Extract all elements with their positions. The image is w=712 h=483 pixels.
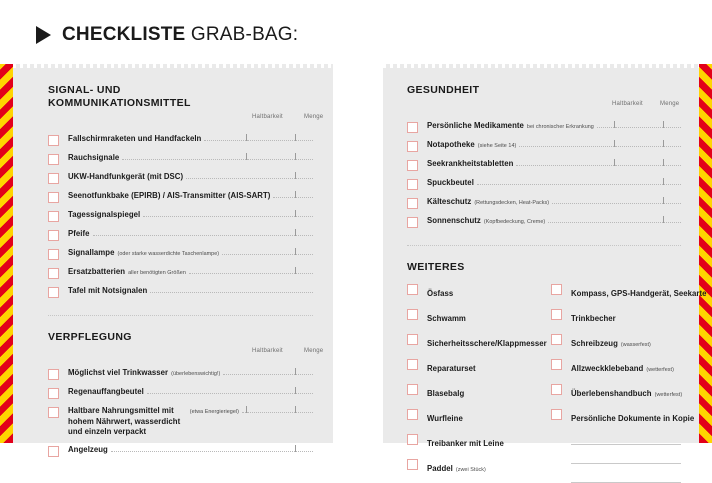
leader-dots: [186, 172, 295, 179]
checkbox[interactable]: [48, 211, 59, 222]
checklist-row: [407, 358, 537, 376]
checklist-item-label: Regenauffangbeutel: [68, 387, 144, 396]
leader-dots: [93, 229, 295, 236]
blank-write-in-line[interactable]: [571, 452, 681, 464]
checklist-row: [407, 383, 537, 401]
checklist-item-text: [427, 358, 476, 376]
checklist-row-body: [427, 178, 681, 187]
checklist-item-note: bei chronischer Erkrankung: [526, 124, 594, 130]
page-title: [62, 24, 298, 46]
checklist-row: [551, 283, 707, 301]
leader-segment: [615, 121, 663, 128]
checklist-item-label: Reparaturset: [427, 364, 476, 373]
checklist-row-line: [427, 159, 681, 168]
checklist-item-label: Treibanker mit Leine: [427, 439, 504, 448]
leader-dots: [273, 191, 295, 198]
checklist-item-text: [571, 308, 616, 326]
triangle-right-icon: [36, 26, 51, 44]
section-title: [48, 331, 313, 344]
checklist-item-note: (Kopfbedeckung, Creme): [483, 219, 546, 225]
leader-segment: [247, 406, 295, 413]
leader-dots: [111, 445, 295, 452]
checklist-item-label: Sicherheitsschere/Klappmesser: [427, 339, 547, 348]
checklist-item-label: Rauchsignale: [68, 153, 120, 162]
column-header-menge: Menge: [304, 114, 324, 120]
checklist-row: [48, 445, 313, 457]
leader-segment-end: [296, 445, 313, 452]
checklist-row-line: [68, 191, 313, 200]
leader-segment-end: [296, 153, 313, 160]
checklist-row-line: [68, 153, 313, 162]
leader-segment-end: [664, 197, 681, 204]
column-header-haltbarkeit: Haltbarkeit: [252, 114, 283, 120]
leader-segment-end: [296, 172, 313, 179]
checklist-item-note: aller benötigten Größen: [128, 270, 186, 276]
checklist-item-note: (zwei Stück): [455, 467, 486, 473]
checklist-item-note: (etwa Energieriegel): [189, 409, 239, 415]
checkbox[interactable]: [48, 249, 59, 260]
leader-segment-end: [296, 267, 313, 274]
hazard-stripe-right: [699, 64, 712, 443]
column-headers: [407, 101, 681, 114]
checkbox[interactable]: [407, 409, 418, 420]
checklist-row: [551, 383, 681, 401]
checkbox[interactable]: [407, 459, 418, 470]
checklist-row-body: [427, 197, 681, 206]
column-header-menge: Menge: [660, 101, 680, 107]
section-title-line: VERPFLEGUNG: [48, 331, 132, 343]
checklist-item-note: (wetterfest): [646, 367, 674, 373]
page-title-light: GRAB-BAG:: [190, 24, 299, 45]
checkbox[interactable]: [407, 359, 418, 370]
checklist-row-line: [68, 134, 313, 143]
checklist-item-label: UKW-Handfunkgerät (mit DSC): [68, 172, 184, 181]
section-title: [48, 84, 313, 110]
checklist-row-body: [427, 121, 681, 130]
checklist-row: [551, 358, 681, 376]
checklist-row: [48, 134, 313, 146]
leader-segment: [247, 134, 295, 141]
leader-segment-end: [296, 229, 313, 236]
checklist-item-text: [427, 283, 453, 301]
checklist-row: [48, 387, 313, 399]
checklist-row: [48, 210, 313, 222]
checklist-row-body: [68, 368, 313, 377]
section-divider: [407, 245, 681, 246]
section-divider: [48, 315, 313, 316]
checklist-item-label: Persönliche Medikamente: [427, 121, 524, 130]
checklist-item-label: Tagessignalspiegel: [68, 210, 141, 219]
leader-dots: [189, 267, 295, 274]
page-header: [36, 24, 298, 46]
checklist-item-label: Blasebalg: [427, 389, 465, 398]
leader-segment-end: [296, 248, 313, 255]
checklist-item-text: [571, 333, 651, 351]
checklist-item-label: Überlebenshandbuch: [571, 389, 652, 398]
checklist-item-note: (wasserfest): [620, 342, 651, 348]
leader-dots: [204, 134, 246, 141]
leader-dots: [150, 286, 313, 293]
checklist-item-label: Möglichst viel Trinkwasser: [68, 368, 169, 377]
section-title-line: SIGNAL- UND: [48, 84, 121, 96]
checklist-item-note: (wetterfest): [654, 392, 683, 398]
checklist-row: [407, 178, 681, 190]
checkbox[interactable]: [551, 334, 562, 345]
leader-dots: [122, 153, 246, 160]
checklist-row-line: [427, 140, 681, 149]
checkbox[interactable]: [48, 173, 59, 184]
leader-segment: [247, 153, 295, 160]
checklist-item-label: Seekrankheitstabletten: [427, 159, 514, 168]
checklist-row: [407, 408, 537, 426]
checklist-item-note: (siehe Seite 14): [477, 143, 517, 149]
checklist-row: [48, 172, 313, 184]
weiteres-column-b: [551, 276, 707, 483]
checkbox[interactable]: [48, 192, 59, 203]
checklist-row-line: [68, 445, 313, 454]
checklist-row: [48, 368, 313, 380]
column-header-menge: Menge: [304, 348, 324, 354]
checkbox[interactable]: [407, 198, 418, 209]
checklist-row-line: [68, 210, 313, 219]
checklist-item-label: Ösfass: [427, 289, 454, 298]
checklist-item-text: [571, 283, 707, 301]
checkbox[interactable]: [407, 217, 418, 228]
leader-dots: [477, 178, 663, 185]
checklist-item-text: [427, 333, 547, 351]
checklist-item-label: Haltbare Nahrungsmittel mit hohem Nährwert, wasserdicht und einzeln verpackt: [68, 406, 181, 436]
checkbox[interactable]: [551, 409, 562, 420]
leader-dots: [552, 197, 663, 204]
column-headers: [48, 114, 324, 127]
checklist-row-line: [427, 197, 681, 206]
checklist-item-note: (oder starke wasserdichte Taschenlampe): [117, 251, 220, 257]
checklist-row: [48, 267, 313, 279]
checklist-item-label: Tafel mit Notsignalen: [68, 286, 148, 295]
checkbox[interactable]: [48, 268, 59, 279]
checklist-row: [551, 408, 695, 426]
checkbox[interactable]: [551, 384, 562, 395]
checklist-item-label: Kälteschutz: [427, 197, 472, 206]
checklist-row-body: [68, 248, 313, 257]
leader-segment: [615, 159, 663, 166]
weiteres-column-a: [407, 276, 547, 483]
checklist-row: [407, 333, 547, 351]
blank-write-in-line[interactable]: [571, 433, 681, 445]
checkbox[interactable]: [48, 388, 59, 399]
checklist-item-text: [427, 408, 463, 426]
checklist-row: [407, 197, 681, 209]
checklist-row: [551, 333, 681, 351]
checklist-row-body: [427, 159, 681, 168]
leader-dots: [597, 121, 614, 128]
checkbox[interactable]: [407, 141, 418, 152]
checklist-item-label: Ersatzbatterien: [68, 267, 126, 276]
checklist-row: [48, 153, 313, 165]
leader-segment-end: [296, 387, 313, 394]
perforation-edge-left: [13, 64, 333, 68]
column-header-haltbarkeit: Haltbarkeit: [612, 101, 643, 107]
checklist-row-body: [427, 140, 681, 149]
checklist-row: [48, 248, 313, 260]
checklist-row-body: [68, 286, 313, 295]
checklist-item-label: Notapotheke: [427, 140, 475, 149]
checkbox[interactable]: [407, 384, 418, 395]
checklist-row-line: [68, 387, 313, 396]
checklist-row: [48, 191, 313, 203]
checklist-row-line: [427, 216, 681, 225]
leader-segment: [615, 140, 663, 147]
checklist-item-label: Persönliche Dokumente in Kopie: [571, 414, 695, 423]
checklist-item-label: Angelzeug: [68, 444, 108, 454]
leader-segment-end: [296, 406, 313, 413]
checklist-row-line: [68, 229, 313, 238]
checkbox[interactable]: [48, 369, 59, 380]
checklist-item-label: Fallschirmraketen und Handfackeln: [68, 134, 202, 143]
checklist-row-body: [68, 172, 313, 181]
checklist-row-body: [68, 445, 313, 454]
checklist-item-label: Schwamm: [427, 314, 466, 323]
section-title: [407, 84, 681, 97]
section-title-line: GESUNDHEIT: [407, 84, 480, 96]
checklist-row: [407, 159, 681, 171]
checklist-item-note: (überlebenswichtig!): [171, 371, 221, 377]
checkbox[interactable]: [551, 359, 562, 370]
leader-segment-end: [296, 210, 313, 217]
checkbox[interactable]: [407, 179, 418, 190]
checklist-row: [407, 458, 537, 476]
column-headers: [48, 348, 324, 361]
hazard-stripe-left: [0, 64, 13, 443]
checklist-item-text: [427, 383, 464, 401]
checklist-row: [551, 308, 681, 326]
checklist-row-body: [427, 216, 681, 225]
leader-segment-end: [664, 178, 681, 185]
leader-dots: [223, 368, 295, 375]
leader-dots: [548, 216, 663, 223]
checkbox[interactable]: [407, 434, 418, 445]
checklist-panel-right: [383, 64, 707, 473]
checklist-row: [407, 433, 537, 451]
leader-dots: [147, 387, 295, 394]
checklist-row: [407, 308, 537, 326]
checklist-row: [407, 216, 681, 228]
checklist-row: [407, 140, 681, 152]
leader-dots: [519, 140, 614, 147]
page-title-strong: CHECKLISTE: [62, 24, 186, 45]
checklist-row: [48, 229, 313, 241]
checklist-item-text: [571, 358, 674, 376]
checklist-row-line: [68, 368, 313, 377]
checklist-row-body: [68, 210, 313, 219]
leader-dots: [516, 159, 614, 166]
checklist-item-label: Schreibzeug: [571, 339, 618, 348]
leader-dots: [222, 248, 295, 255]
checklist-row: [48, 286, 313, 298]
leader-segment-end: [296, 368, 313, 375]
checklist-row-line: [68, 267, 313, 276]
leader-segment-end: [664, 216, 681, 223]
checklist-row-body: [68, 191, 313, 200]
checklist-row-body: [68, 387, 313, 396]
section-title: WEITERES: [407, 261, 465, 273]
checkbox[interactable]: [48, 446, 59, 457]
checkbox[interactable]: [551, 309, 562, 320]
leader-segment-end: [664, 140, 681, 147]
checklist-row-body: [68, 267, 313, 276]
checklist-item-label: Signallampe: [68, 248, 115, 257]
checklist-item-label: Kompass, GPS-Handgerät, Seekarte: [571, 289, 707, 298]
checkbox[interactable]: [407, 122, 418, 133]
checkbox[interactable]: [551, 284, 562, 295]
checkbox[interactable]: [407, 309, 418, 320]
leader-segment-end: [296, 134, 313, 141]
checklist-row-line: [68, 248, 313, 257]
checkbox[interactable]: [48, 135, 59, 146]
blank-write-in-line[interactable]: [571, 471, 681, 483]
checkbox[interactable]: [48, 287, 59, 298]
column-header-haltbarkeit: Haltbarkeit: [252, 348, 283, 354]
checklist-row-line: [68, 406, 313, 438]
checklist-row-line: [68, 172, 313, 181]
checklist-row-line: [427, 178, 681, 187]
checkbox[interactable]: [407, 334, 418, 345]
checklist-item-label: Allzweckklebeband: [571, 364, 644, 373]
checklist-item-label: Wurfleine: [427, 414, 463, 423]
checklist-item-text: [571, 408, 694, 426]
checklist-item-text: [427, 433, 504, 451]
weiteres-columns: [407, 276, 707, 483]
checklist-item-label: Spuckbeutel: [427, 178, 474, 187]
checklist-item-label: Trinkbecher: [571, 314, 616, 323]
checkbox[interactable]: [48, 407, 59, 418]
checklist-item-label: Seenotfunkbake (EPIRB) / AIS-Transmitter (AIS-SART): [68, 191, 271, 200]
checklist-item-label: Paddel: [427, 464, 453, 473]
checklist-panel-left: [13, 64, 333, 454]
checklist-row-line: [68, 286, 313, 295]
checklist-item-text: [571, 383, 682, 401]
section-title-line: KOMMUNIKATIONSMITTEL: [48, 97, 191, 109]
checklist-row-body: [68, 153, 313, 162]
leader-dots: [143, 210, 295, 217]
checkbox[interactable]: [407, 284, 418, 295]
checklist-item-text: [427, 458, 486, 476]
checkbox[interactable]: [48, 154, 59, 165]
checklist-row-line: [427, 121, 681, 130]
leader-segment-end: [296, 191, 313, 198]
leader-segment-end: [664, 159, 681, 166]
checklist-item-note: (Rettungsdecken, Heat-Packs): [474, 200, 550, 206]
checklist-row: [407, 121, 681, 133]
checklist-row-body: [68, 134, 313, 143]
checklist-item-text: [427, 308, 466, 326]
leader-segment-end: [664, 121, 681, 128]
perforation-edge-right: [383, 64, 699, 68]
checklist-row: [48, 406, 313, 438]
checklist-row-body: [68, 229, 313, 238]
checklist-item-label: Pfeife: [68, 229, 90, 238]
checkbox[interactable]: [48, 230, 59, 241]
checklist-row: [407, 283, 537, 301]
checklist-item-label: Sonnenschutz: [427, 216, 481, 225]
checkbox[interactable]: [407, 160, 418, 171]
checklist-row-body: [68, 406, 313, 438]
